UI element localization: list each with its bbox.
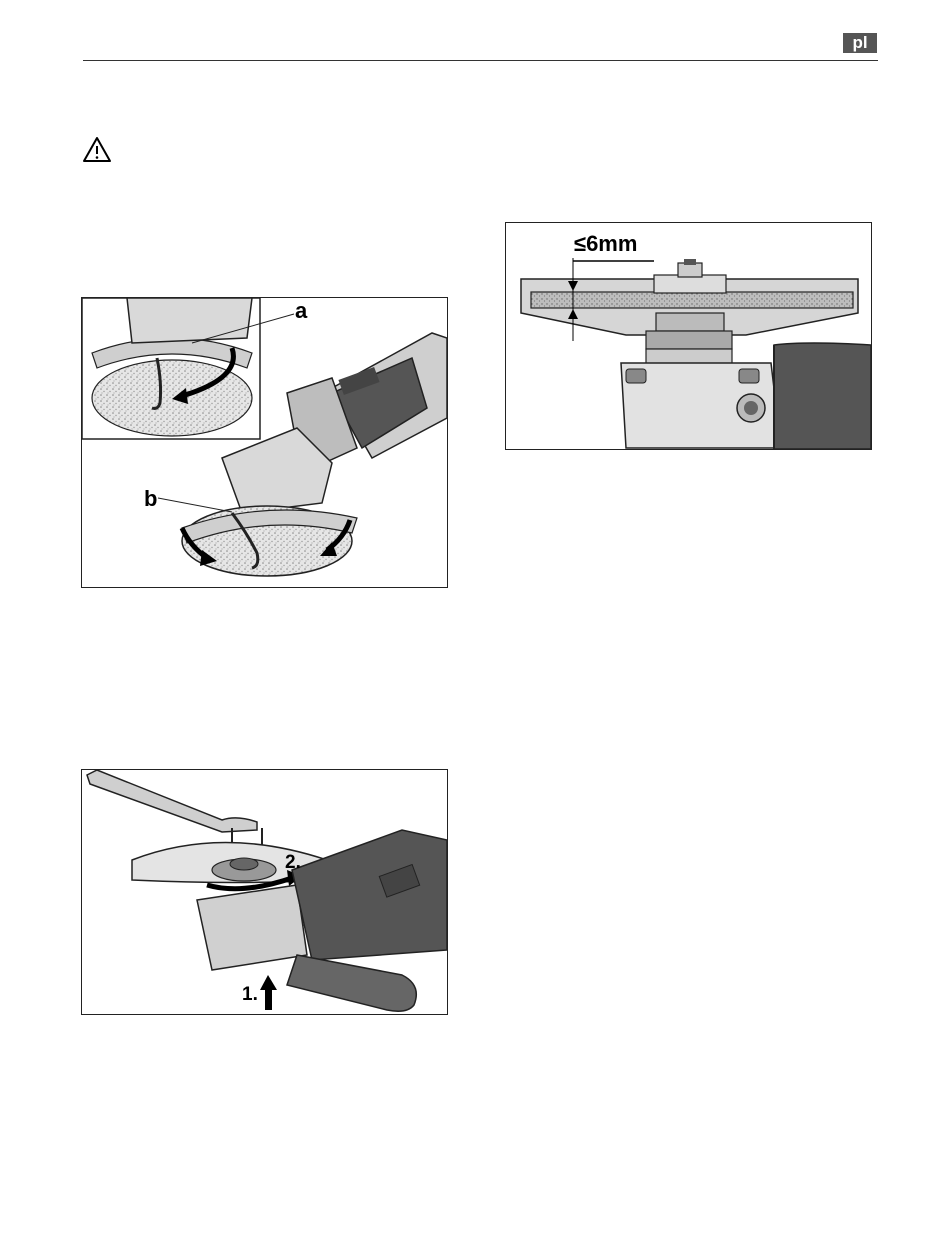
language-tab: pl [843, 33, 877, 53]
guard-adjust-figure [81, 297, 448, 588]
step-1-label: 1. [242, 984, 258, 1005]
header-divider [83, 60, 878, 61]
step-2-label: 2. [285, 852, 301, 873]
thickness-dimension-label: ≤6mm [574, 231, 638, 256]
callout-b-label: b [144, 486, 158, 511]
disc-thickness-figure [505, 222, 872, 450]
callout-a-label: a [295, 298, 308, 323]
nut-wrench-figure [81, 769, 448, 1015]
warning-triangle-icon [82, 136, 112, 163]
